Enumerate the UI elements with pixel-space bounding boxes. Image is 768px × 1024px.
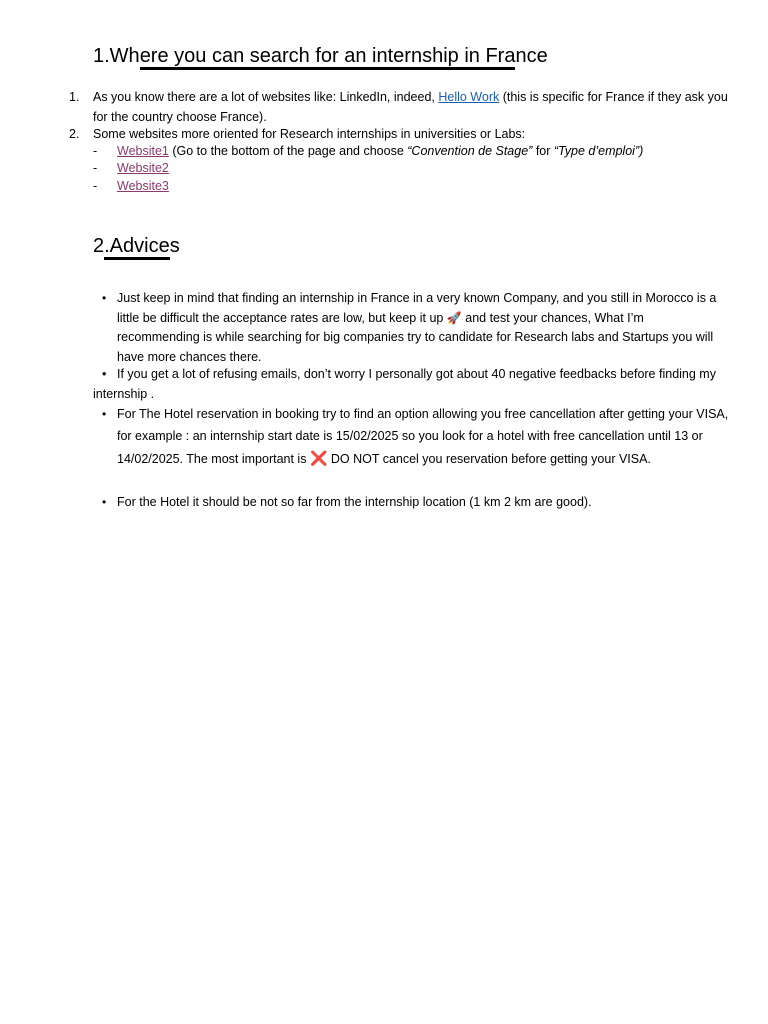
convention-de-stage-text: “Convention de Stage” — [407, 144, 533, 158]
section-1-heading — [93, 44, 548, 68]
type-demploi-text: “Type d’emploi”) — [553, 144, 644, 158]
bullet-marker: • — [102, 367, 107, 381]
section-1-heading-prefix: 1.Wh — [93, 45, 140, 67]
advice-3-text-after: DO NOT cancel you reservation before getting your VISA. — [327, 452, 651, 466]
advice-4-text: For the Hotel it should be not so far from the internship location (1 km 2 km are good). — [117, 495, 592, 509]
sub-item-website3 — [93, 177, 737, 197]
advice-bullet-2 — [93, 365, 733, 404]
sub-item-website2 — [93, 159, 737, 179]
hello-work-link[interactable]: Hello Work — [438, 90, 500, 104]
website2-link[interactable]: Website2 — [117, 161, 169, 175]
section-1-heading-underlined: ere you can search for an internship in Fra — [140, 45, 516, 70]
advice-bullet-3 — [102, 403, 729, 470]
numbered-item-1 — [69, 88, 733, 127]
website1-link[interactable]: Website1 — [117, 144, 169, 158]
dash-marker: - — [93, 161, 98, 175]
advice-1-text-after: and test your chances, What I’m recommending is while searching for big companies try to candidate for Research labs and Startups you will have more chances there. — [117, 310, 714, 364]
rocket-icon: 🚀 — [446, 310, 462, 325]
section-1-heading-suffix: nce — [515, 45, 548, 67]
section-2-heading — [93, 234, 180, 258]
bullet-marker: • — [102, 495, 107, 509]
section-2-heading-suffix: s — [169, 235, 180, 257]
website1-note-before: (Go to the bottom of the page and choose — [168, 144, 408, 158]
list-number: 1. — [69, 90, 80, 104]
dash-marker: - — [93, 144, 98, 158]
section-2-heading-prefix: 2 — [93, 235, 105, 257]
section-2-heading-underlined: .Advice — [104, 235, 170, 260]
website3-link[interactable]: Website3 — [117, 179, 169, 193]
dash-marker: - — [93, 179, 98, 193]
item-1-text-after: (this is specific for France if they ask you for the country choose France). — [93, 90, 728, 124]
website1-note-mid: for — [532, 144, 554, 158]
bullet-marker: • — [102, 407, 107, 421]
advice-2-text: If you get a lot of refusing emails, don’t worry I personally got about 40 negative feedbacks before finding my internship . — [93, 367, 716, 401]
advice-3-text-before: For The Hotel reservation in booking try to find an option allowing you free cancellation after getting your VISA, for example : an internship start date is 15/02/2025 so you look for a hotel with free cancellation until 13 or 14/02/2025. The most important is — [117, 407, 729, 466]
advice-bullet-1 — [102, 289, 729, 367]
cross-mark-icon: ❌ — [309, 450, 328, 466]
bullet-marker: • — [102, 291, 107, 305]
list-number: 2. — [69, 127, 80, 141]
item-1-text-before: As you know there are a lot of websites like: LinkedIn, indeed, — [93, 90, 439, 104]
item-2-text: Some websites more oriented for Research internships in universities or Labs: — [93, 127, 526, 141]
advice-1-text-before: Just keep in mind that finding an internship in France in a very known Company, and you still in Morocco is a little be difficult the acceptance rates are low, but keep it up — [117, 291, 717, 325]
advice-bullet-4 — [102, 491, 729, 513]
